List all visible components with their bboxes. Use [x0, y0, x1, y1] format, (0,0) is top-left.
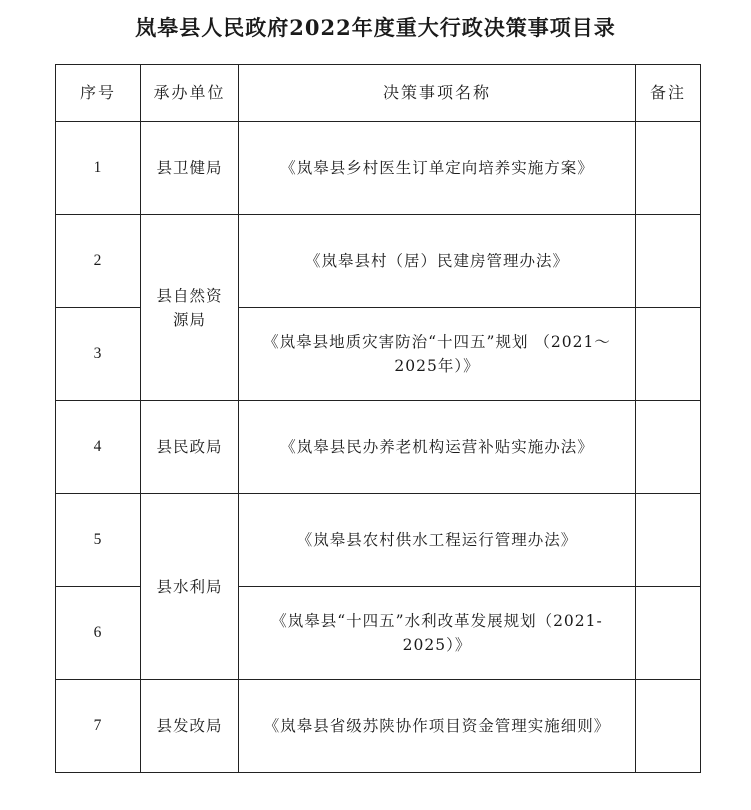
- row-no: 6: [56, 587, 141, 680]
- row-dept: 县民政局: [141, 401, 239, 494]
- row-dept: 县发改局: [141, 680, 239, 773]
- row-name: 《岚皋县农村供水工程运行管理办法》: [239, 494, 636, 587]
- row-dept: 县自然资源局: [141, 215, 239, 401]
- table-row: [56, 122, 701, 215]
- table-row: [56, 401, 701, 494]
- row-dept: 县水利局: [141, 494, 239, 680]
- page-title: 岚皋县人民政府2022年度重大行政决策事项目录: [135, 15, 616, 40]
- row-name: 《岚皋县“十四五”水利改革发展规划（2021-2025）》: [239, 587, 636, 680]
- row-note: [636, 308, 701, 401]
- header-note: 备注: [636, 65, 701, 122]
- row-name: 《岚皋县地质灾害防治“十四五”规划 （2021～2025年）》: [239, 308, 636, 401]
- row-note: [636, 122, 701, 215]
- row-name: 《岚皋县民办养老机构运营补贴实施办法》: [239, 401, 636, 494]
- row-note: [636, 494, 701, 587]
- header-no: 序号: [56, 65, 141, 122]
- row-name: 《岚皋县省级苏陕协作项目资金管理实施细则》: [239, 680, 636, 773]
- table-row: [56, 494, 701, 587]
- row-note: [636, 215, 701, 308]
- row-no: 2: [56, 215, 141, 308]
- row-note: [636, 401, 701, 494]
- row-no: 3: [56, 308, 141, 401]
- row-dept: 县卫健局: [141, 122, 239, 215]
- row-no: 5: [56, 494, 141, 587]
- row-no: 4: [56, 401, 141, 494]
- row-no: 7: [56, 680, 141, 773]
- row-name: 《岚皋县村（居）民建房管理办法》: [239, 215, 636, 308]
- decision-table: [55, 64, 701, 773]
- row-note: [636, 587, 701, 680]
- row-no: 1: [56, 122, 141, 215]
- table-row: [56, 215, 701, 308]
- header-dept: 承办单位: [141, 65, 239, 122]
- header-name: 决策事项名称: [239, 65, 636, 122]
- row-name: 《岚皋县乡村医生订单定向培养实施方案》: [239, 122, 636, 215]
- row-note: [636, 680, 701, 773]
- table-header-row: [56, 65, 701, 122]
- table-row: [56, 680, 701, 773]
